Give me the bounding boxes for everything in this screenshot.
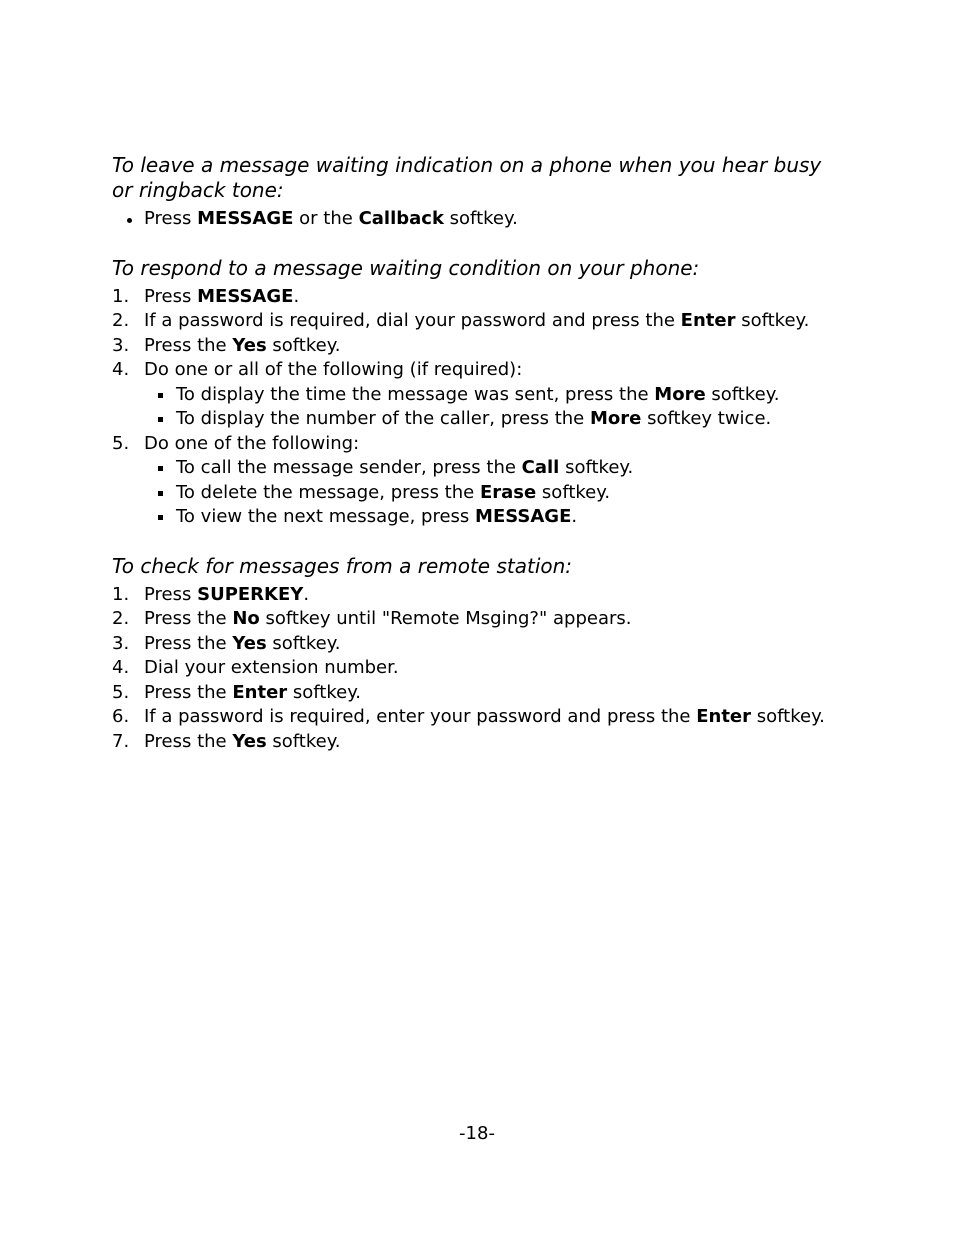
square-bullet-icon [158,515,163,520]
sub-list-item: To call the message sender, press the Call softkey. [144,456,842,481]
bullet-icon [127,218,132,223]
sub-list-item: To view the next message, press MESSAGE. [144,505,842,530]
list-item: 1. Press MESSAGE. [112,285,300,307]
page-number: -18- [459,1123,495,1144]
list-item: Press MESSAGE or the Callback softkey. [112,207,842,232]
square-bullet-icon [158,491,163,496]
bullet-list [112,207,842,232]
square-bullet-icon [158,466,163,471]
list-item: 1. Press SUPERKEY. [112,583,310,605]
list-item: 2. Press the No softkey until "Remote Msging?" appears. [112,608,632,629]
list-item: 6. If a password is required, enter your password and press the Enter softkey. [112,706,825,727]
sub-list-item: To display the number of the caller, press the More softkey twice. [144,407,842,432]
sub-bullet-list [144,383,842,432]
list-item: 5. Do one of the following: To call the message sender, press the Call softkey. To delete the message, press the Erase softkey. To view the next message, press MESSAGE. [112,432,842,530]
sub-bullet-list [144,456,842,530]
numbered-list [112,285,842,530]
list-item: 3. Press the Yes softkey. [112,632,341,654]
section-heading-respond-message: To respond to a message waiting condition on your phone: [112,255,700,280]
square-bullet-icon [158,417,163,422]
list-item: 3. Press the Yes softkey. [112,334,341,356]
document-body [112,153,842,754]
list-item: 4. Do one or all of the following (if required): To display the time the message was sent, press the More softkey. To display the number of the caller, press the More softkey twice. [112,358,842,432]
sub-list-item: To delete the message, press the Erase softkey. [144,481,842,506]
section-heading-leave-message: To leave a message waiting indication on a phone when you hear busy or ringback tone: [112,153,822,202]
list-item: 4. Dial your extension number. [112,657,399,678]
list-item: 5. Press the Enter softkey. [112,681,362,703]
numbered-list [112,583,842,755]
list-item: 2. If a password is required, dial your password and press the Enter softkey. [112,310,810,331]
square-bullet-icon [158,393,163,398]
section-heading-remote-station: To check for messages from a remote station: [112,553,573,578]
list-item: 7. Press the Yes softkey. [112,730,341,752]
sub-list-item: To display the time the message was sent, press the More softkey. [144,383,842,408]
